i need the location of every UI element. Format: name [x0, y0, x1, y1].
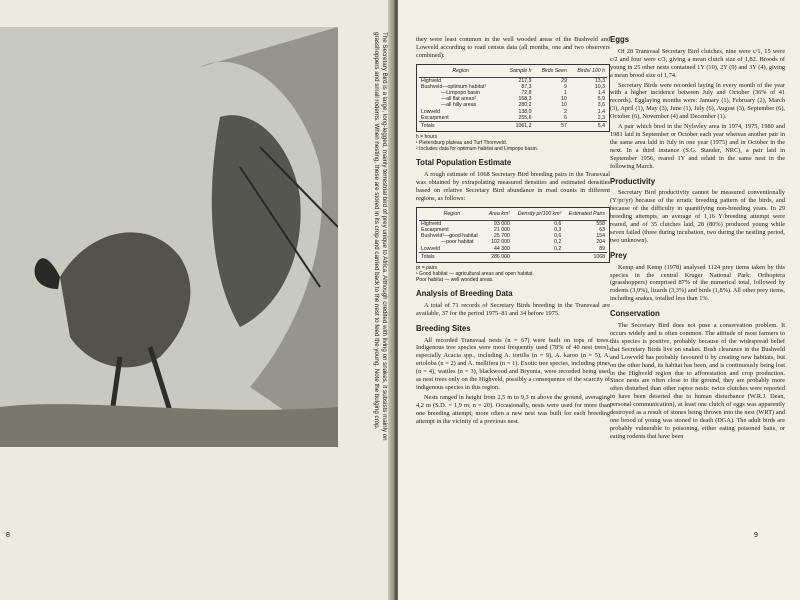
table-cell: 2: [563, 108, 567, 115]
table-cell: 63: [599, 226, 605, 233]
table-cell: 1068: [563, 252, 607, 260]
eggs-heading: Eggs: [610, 35, 630, 44]
table-cell: Lowveld: [421, 108, 441, 115]
table-cell: 25 700: [494, 233, 510, 240]
table1-header-2: Birds Seen: [533, 67, 568, 77]
table-cell: 2,3: [597, 114, 605, 121]
intro-paragraph: they were least common in the well wooded areas of the Bushveld and Lowveld according to road census data (all months, one and two observers combined):: [416, 36, 610, 59]
table-row: [419, 77, 607, 84]
right-page-column-1: [416, 36, 610, 428]
table-cell: 9: [563, 83, 567, 90]
breeding-analysis-text: A total of 71 records of Secretary Birds breeding in the Transvaal are available, 37 for the period 1975–81 and 34 before 1975.: [416, 301, 610, 317]
eggs-paragraph-3: A pair which bred in the Nylsvley area in 1974, 1975, 1980 and 1981 laid in September or October each year whereas another pair in the same area laid in July in one year (1975) and in October in the next. In a third instance (S.G. Stander, NRC), a pair laid in September 1956, reared 1Y and relaid in the same nest in the following March.: [610, 123, 785, 170]
table-cell: Lowveld: [421, 245, 441, 252]
table-row: [419, 220, 607, 227]
table-cell: 286 000: [485, 252, 512, 260]
table1-header-3: Birds/ 100 h: [569, 67, 607, 77]
table-cell: 10: [561, 96, 567, 103]
table-note: pr = pairs: [416, 264, 437, 271]
table-cell: 93 000: [494, 220, 510, 227]
table-cell: 138,0: [518, 108, 532, 115]
road-census-table-box: [416, 64, 610, 133]
table-note: ² Includes data for optimum habitat and Limpopo basin.: [416, 146, 539, 153]
table-cell: 168,3: [518, 96, 532, 103]
table-total-row: [419, 252, 607, 260]
table-cell: 0,6: [554, 233, 562, 240]
table-cell: 5,4: [569, 122, 607, 130]
total-population-heading: Total Population Estimate: [416, 158, 512, 168]
table-cell: 89: [599, 245, 605, 252]
table-cell: —all flat areas²: [441, 96, 476, 103]
road-census-notes: [416, 134, 610, 152]
table-cell: 44 300: [494, 245, 510, 252]
population-estimate-table: [419, 210, 607, 260]
page-number-left: 8: [6, 532, 10, 539]
table2-header-1: Area km²: [485, 210, 512, 220]
photo-caption-area: [338, 32, 390, 452]
table-cell: 102 000: [491, 239, 510, 246]
table-total-row: [419, 122, 607, 130]
left-page: [0, 0, 392, 600]
secretary-bird-photo: [0, 27, 338, 447]
table1-header-0: Region: [419, 67, 502, 77]
breeding-sites-paragraph-1: All recorded Transvaal nests (n = 67) were built on tops of trees. Indigenous tree species were most frequently used (78% of 40 nest trees), especially Acacia spp., including A. tortilis (n = 9), A. karoo (n = 5), A. erioloba (n = 2) and A. mellifera (n = 1). Exotic tree species, including pines (n = 4), wattles (n = 3), blackwood and Bryonia, were recorded being used as nest trees only on the Highveld, possibly a consequence of the scarcity of indigenous species in this region.: [416, 336, 610, 391]
population-estimate-notes: [416, 265, 610, 283]
table-note: ¹ Pietersburg plateau and Turf Thornveld.: [416, 140, 508, 147]
table-row: [419, 246, 607, 253]
right-page: [398, 0, 800, 600]
productivity-text: Secretary Bird productivity cannot be measured conventionally (Y/pr/yr) because of the erratic breeding pattern of the birds, and because of the difficulty in quantifying non-breeding years. In 29 breeding attempts, an average of 1,16 Y/breeding attempt were reared, and of 35 clutches laid, 28 (80%) produced young while seven failed (three during incubation, two during the nestling period, two unknown).: [610, 189, 785, 244]
table-cell: 72,8: [521, 90, 532, 97]
productivity-heading: Productivity: [610, 176, 656, 186]
table-cell: 558: [596, 220, 605, 227]
table-cell: 0,2: [554, 245, 562, 252]
table2-header-0: Region: [419, 210, 485, 220]
table-cell: —Limpopo basin: [441, 90, 480, 97]
table-note: ¹ Good habitat — agricultural areas and open habitat.: [416, 270, 534, 277]
table-cell: 10: [561, 102, 567, 109]
breeding-analysis-heading: Analysis of Breeding Data: [416, 288, 513, 298]
table-cell: Totals: [419, 122, 502, 130]
conservation-heading: Conservation: [610, 309, 660, 319]
table2-header-2: Density pr/100 km²: [512, 210, 563, 220]
eggs-paragraph-1: Of 28 Transvaal Secretary Bird clutches, nine were c/1, 15 were c/2 and four were c/3, giving a mean clutch size of 1,82. Broods of young in 25 other nests contained 1Y (10), 2Y (9) and 3Y (4), giving a mean brood size of 1,74.: [610, 47, 785, 79]
table-note: Poor habitat — well wooded areas.: [416, 276, 494, 283]
table-cell: 57: [533, 122, 568, 130]
prey-heading: Prey: [610, 250, 627, 260]
table-row: [419, 115, 607, 122]
breeding-sites-paragraph-2: Nests ranged in height from 2,5 m to 9,3 m above the ground, averaging 4,2 m (S.D. = 1,9 m; n = 20). Occasionally, nests were used for more than one breeding attempt; more often a new nest was built for each breeding attempt in the vicinity of a previous nest.: [416, 393, 610, 425]
table-cell: [512, 252, 563, 260]
eggs-paragraph-2: Secretary Birds were recorded laying in every month of the year with a higher incidence between July and October (36% of 41 records). Egglaying months were: January (1), February (2), March (3), April (1), May (3), June (1), July (6), August (3), September (6), October (6), November (4) and December (1).: [610, 81, 785, 121]
table-cell: Bushveld¹—good habitat: [421, 233, 478, 240]
table-cell: Highveld: [421, 77, 442, 84]
table-cell: Escarpment: [421, 226, 449, 233]
table-cell: Bushveld—optimum habitat¹: [421, 83, 487, 90]
table-cell: 0,2: [554, 239, 562, 246]
table-cell: 255,6: [518, 114, 532, 121]
table-cell: 3,6: [597, 102, 605, 109]
table-cell: 13,3: [594, 77, 605, 84]
table-cell: 10,3: [594, 83, 605, 90]
table-cell: 0,6: [554, 220, 562, 227]
page-number-right: 9: [754, 532, 758, 539]
table-cell: 5,9: [597, 96, 605, 103]
table-cell: —all hilly areas: [441, 102, 477, 109]
population-estimate-table-box: [416, 207, 610, 263]
table-cell: 1,4: [597, 108, 605, 115]
table-cell: 29: [561, 77, 567, 84]
table2-header-3: Estimated Pairs: [563, 210, 607, 220]
table-cell: 87,3: [521, 83, 532, 90]
prey-text: Kemp and Kemp (1978) analysed 1124 prey items taken by this species in the central Kruger National Park: Orthoptera (grasshoppers) comprised 87% of the numerical total, followed by rodents (3,9%), lizards (3,3%) and birds (1,8%). All other prey items, including snakes, totalled less than 1%.: [610, 263, 785, 303]
breeding-sites-heading: Breeding Sites: [416, 323, 471, 333]
table-cell: 21 000: [494, 226, 510, 233]
table-cell: 0,3: [554, 226, 562, 233]
table-cell: Totals: [419, 252, 485, 260]
table-cell: Escarpment: [421, 114, 449, 121]
table-cell: 1: [563, 90, 567, 97]
table-cell: 204: [596, 239, 605, 246]
table-note: h = hours: [416, 134, 437, 141]
total-population-text: A rough estimate of 1068 Secretary Bird breeding pairs in the Transvaal was obtained by extrapolating measured densities and estimated densities based on relative Secretary Bird abundance in road counts in different regions, as follows:: [416, 171, 610, 202]
road-census-table: [419, 67, 607, 130]
table-cell: 154: [596, 233, 605, 240]
table1-header-1: Sample h: [502, 67, 533, 77]
table-cell: 217,9: [518, 77, 532, 84]
table-cell: 1,4: [597, 90, 605, 97]
right-page-column-2: [610, 34, 785, 443]
table-cell: 1061,2: [502, 122, 533, 130]
table-cell: —poor habitat: [441, 239, 474, 246]
conservation-text: The Secretary Bird does not pose a conservation problem. It occurs widely and is often common. The attitude of most farmers to this species is positive, probably because of the widespread belief that Secretary Birds live on snakes. Bush clearance in the Bushveld and Lowveld has probably favoured it by creating new habitats, but on the other hand, its habitat has been, and is continuously being lost in the Highveld region due to afforestation and crop production. Since nests are often close to the ground, they are probably more often disturbed than other raptor nests: twice clutches were reported to have been deserted due to human disturbance (W.R.J. Dean, personal communication), at least one clutch of eggs was apparently destroyed as a result of stones being thrown into the nest (WRT) and one brood of young was stoned to death (DGA). The adult birds are probably vulnerable to poisoning, either eating poisoned baits, or eating rodents that have been: [610, 322, 785, 440]
table-cell: Highveld: [421, 220, 442, 227]
table-cell: 280,2: [518, 102, 532, 109]
table-cell: 6: [563, 114, 567, 121]
photo-caption: The Secretary Bird is a large, long-legged, mainly terrestrial bird of prey unique to Africa. Although credited with living on snakes, it subsists mainly on grasshoppers and small rodents. When nesting, these are stored in its crop and carried back to the nest to feed the young. Note the bulging crop.: [373, 32, 388, 441]
